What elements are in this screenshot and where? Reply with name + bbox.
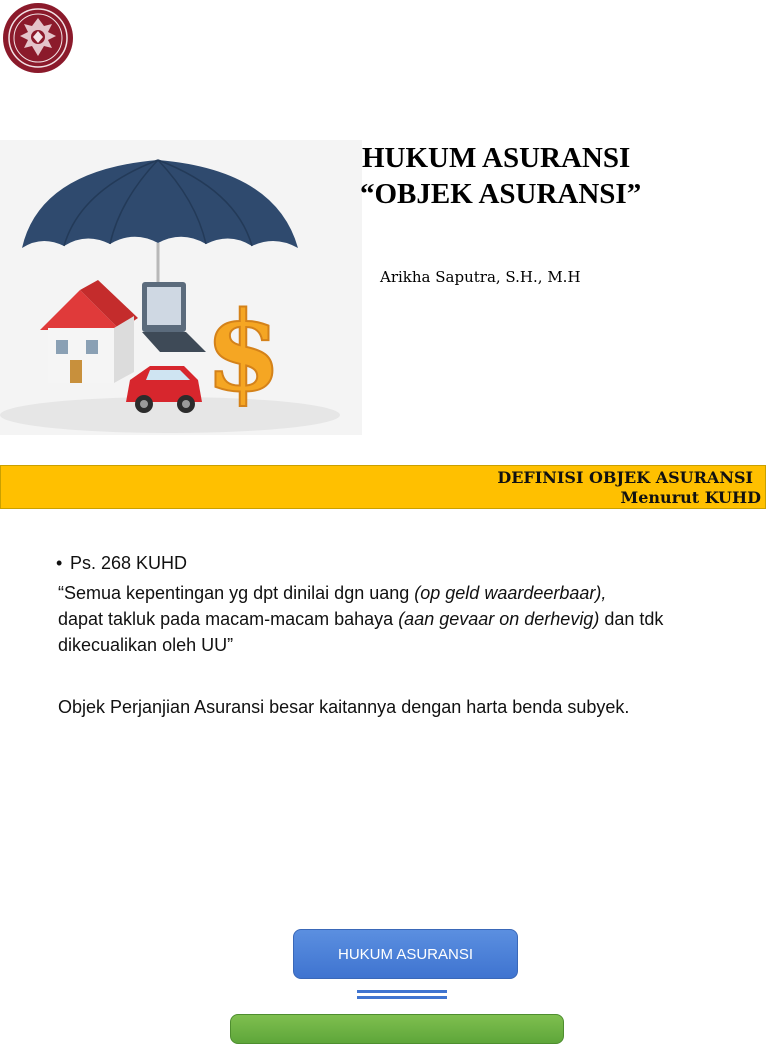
quote-italic-1: (op geld waardeerbaar), (414, 583, 607, 603)
hukum-asuransi-button-label: HUKUM ASURANSI (337, 945, 474, 963)
quote-text-3: dan tdk dikecualikan oleh UU” (58, 609, 664, 655)
section-heading-band (0, 465, 766, 509)
green-diagram-box[interactable] (230, 1014, 564, 1044)
connector-lines (357, 990, 447, 1000)
dollar-icon (205, 287, 282, 416)
university-logo (2, 2, 74, 74)
svg-text:$: $ (205, 287, 282, 416)
section-heading-line2: Menurut KUHD (620, 488, 761, 507)
body-content (58, 550, 738, 720)
insurance-illustration (0, 140, 362, 435)
slide-subtitle: “OBJEK ASURANSI” (360, 178, 642, 210)
quote-text-2: dapat takluk pada macam-macam bahaya (58, 609, 399, 629)
author-name: Arikha Saputra, S.H., M.H (380, 268, 581, 286)
quote-paragraph (58, 580, 738, 658)
quote-italic-2: (aan gevaar on derhevig) (398, 609, 600, 629)
bullet-dot: • (56, 553, 63, 573)
slide-title: HUKUM ASURANSI (362, 142, 631, 174)
quote-text-1: “Semua kepentingan yg dpt dinilai dgn uang (58, 583, 415, 603)
section-heading-line1: DEFINISI OBJEK ASURANSI (497, 468, 753, 487)
bullet-item (56, 550, 738, 576)
bullet-text: Ps. 268 KUHD (70, 553, 188, 573)
closing-paragraph: Objek Perjanjian Asuransi besar kaitannya dengan harta benda subyek. (58, 697, 630, 717)
hukum-asuransi-button[interactable] (293, 929, 518, 979)
